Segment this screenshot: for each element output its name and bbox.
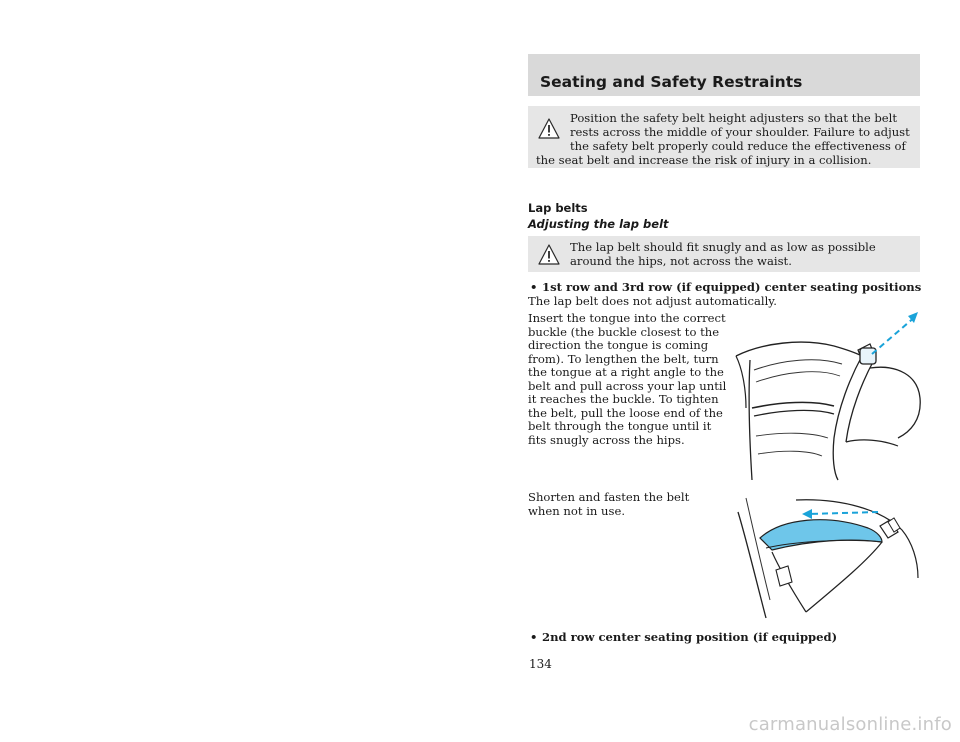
warning-box-height-adjusters: [528, 106, 920, 168]
warning-text: Position the safety belt height adjusters so that the belt rests across the middle of your shoulder. Failure to adjust the safety belt properly could reduce the effectiveness of the seat belt and increase the risk of injury in a collision.: [536, 111, 910, 167]
bullet-item: [530, 280, 921, 294]
bullet-item: [530, 630, 837, 644]
warning-text: The lap belt should fit snugly and as low as possible around the hips, not across the waist.: [570, 240, 876, 268]
paragraph-insert-tongue: Insert the tongue into the correct buckle (the buckle closest to the direction the tongue is coming from). To lengthen the belt, turn the tongue at a right angle to the belt and pull across your lap until it reaches the buckle. To tighten the belt, pull the loose end of the belt through the tongue until it fits snugly across the hips.: [528, 311, 727, 447]
warning-triangle-icon: [538, 243, 560, 267]
page-title: Seating and Safety Restraints: [540, 73, 803, 91]
shortened-lap-belt-illustration: [732, 490, 922, 620]
section-header: [528, 54, 920, 96]
paragraph-no-auto-adjust: The lap belt does not adjust automatically.: [528, 294, 777, 308]
bullet-text: 1st row and 3rd row (if equipped) center seating positions: [542, 280, 922, 294]
warning-triangle-icon: [538, 117, 560, 141]
paragraph-shorten-belt: Shorten and fasten the belt when not in use.: [528, 490, 690, 518]
section-subheading: Adjusting the lap belt: [528, 217, 669, 231]
bullet-text: 2nd row center seating position (if equipped): [542, 630, 838, 644]
bullet-dot: •: [530, 630, 538, 644]
bullet-dot: •: [530, 280, 538, 294]
warning-box-lap-belt-fit: [528, 236, 920, 272]
watermark-logo: carmanualsonline.info: [748, 714, 952, 735]
page-number: 134: [529, 657, 552, 671]
lap-belt-buckle-illustration: [722, 308, 922, 483]
section-heading: Lap belts: [528, 201, 588, 215]
